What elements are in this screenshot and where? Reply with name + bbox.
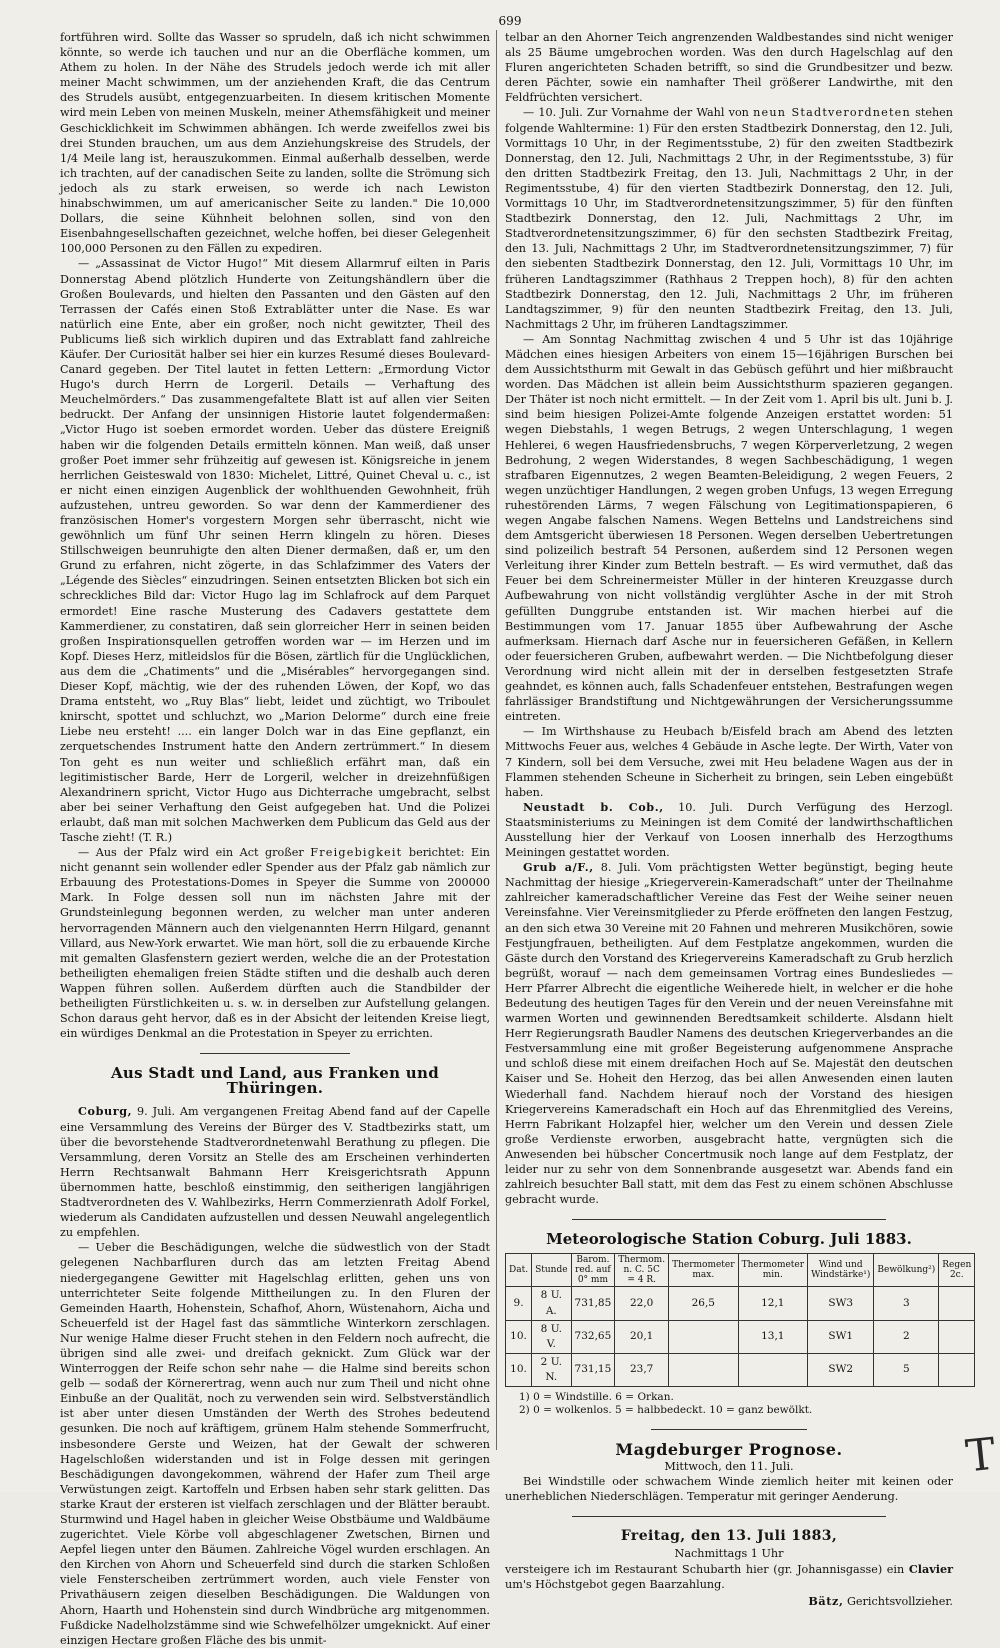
- weather-col-date: Dat.: [506, 1254, 532, 1287]
- weather-note-clouds: 2) 0 = wolkenlos. 5 = halbbedeckt. 10 = ganz bewölkt.: [519, 1403, 813, 1416]
- table-row: [506, 1287, 975, 1320]
- article-grub: [505, 860, 953, 1207]
- table-cell: 22,0: [615, 1287, 669, 1320]
- auction-item: Clavier: [908, 1561, 953, 1576]
- auction-text: um's Höchstgebot gegen Baarzahlung.: [505, 1577, 725, 1591]
- table-cell: 8 U. V.: [532, 1320, 571, 1353]
- weather-col-barometer: Barom. red. auf 0° mm: [571, 1254, 615, 1287]
- article-body: 8. Juli. Vom prächtigsten Wetter begünstigt, beging heute Nachmittag der hiesige „Kriegerverein-Kameradschaft“ unter der Theilnahme zahlreicher kameradschaftlicher Vereine das Fest der Weihe seiner neuen Vereinsfahne. Vier Vereinsmitglieder zu Pferde eröffneten den langen Festzug, an den sich etwa 30 Vereine mit 20 Fahnen und mehreren Musikchören, sowie Festjungfrauen, betheiligten. Auf dem Festplatze angekommen, wurden die Gäste durch den Vorstand des Kriegervereins Kameradschaft zu Grub herzlich begrüßt, worauf — nach dem gemeinsamen Vortrag eines Bundesliedes — Herr Pfarrer Albrecht die eigentliche Weiherede hielt, in welcher er die hohe Bedeutung des heutigen Tages für den Verein und der neuen Vereinsfahne mit warmen Worten und gewinnenden Beredtsamkeit schilderte. Alsdann hielt Herr Regierungsrath Baudler Namens des deutschen Kriegerverbandes an die Festversammlung eine mit großer Begeisterung aufgenommene Ansprache und schloß diese mit einem dreifachen Hoch auf Se. Majestät den deutschen Kaiser und Se. Hoheit den Herzog, das bei allen Anwesenden einen lauten Wiederhall fand. Nachdem hierauf noch der Vorstand des hiesigen Kriegervereins Kameradschaft ein Hoch auf das Ehrenmitglied des Vereins, Herrn Fabrikant Holzapfel hier, welcher um den Verein und dessen Ziele große Verdienste erworben, ausgebracht hatte, vergnügten sich die Anwesenden bei hübscher Concertmusik noch lange auf dem Festplatz, der leider nur zu sehr von dem Sonnenbrande ausgesetzt war. Abends fand ein zahlreich besuchter Ball statt, mit dem das Fest zu einem schönen Abschlusse gebracht wurde.: [505, 861, 953, 1207]
- article-neustadt: [505, 800, 953, 860]
- table-row: [506, 1320, 975, 1353]
- table-cell: [669, 1353, 739, 1386]
- auction-text: versteigere ich im Restaurant Schubarth hier (gr. Johannisgasse) ein: [505, 1562, 909, 1576]
- table-cell: 26,5: [669, 1287, 739, 1320]
- weather-table: [505, 1253, 975, 1387]
- auction-signature: [505, 1594, 953, 1609]
- table-cell: 20,1: [615, 1320, 669, 1353]
- article-lead: — „Assassinat de Victor Hugo!“: [78, 257, 269, 271]
- auction-ad-title: Freitag, den 13. Juli 1883,: [620, 1528, 838, 1545]
- article-niagara-continued: fortführen wird. Sollte das Wasser so sprudeln, daß ich nicht schwimmen könnte, so werde ich tauchen und nur an die Oberfläche kommen, um Athem zu holen. In der Nähe des Strudels jedoch werde ich mit aller meiner Macht schwimmen, um der anziehenden Kraft, die das Centrum des Strudels ausübt, entgegenzuarbeiten. In diesem kritischen Momente wird mein Leben von meinen Muskeln, meiner Athemsfähigkeit und meiner Geschicklichkeit im Schwimmen abhängen. Ich werde zweifellos zwei bis drei Stunden brauchen, um aus dem Anziehungskreise des Strudels, der 1/4 Meile lang ist, herauszukommen. Einmal außerhalb desselben, werde ich trachten, auf der canadischen Seite zu landen, sollte die Strömung sich jedoch als zu stark erweisen, so werde ich nach Lewiston hinabschwimmen, um auf americanischer Seite zu landen." Die 10,000 Dollars, die seine Kühnheit belohnen sollen, sind von den Eisenbahngesellschaften gezeichnet, welche hoffen, bei dieser Gelegenheit 100,000 Personen zu den Fällen zu expediren.: [60, 31, 490, 256]
- table-cell: 13,1: [738, 1320, 808, 1353]
- weather-col-rain: Regen 2c.: [939, 1254, 975, 1287]
- table-cell: 2 U. N.: [532, 1353, 571, 1386]
- page-number: 699: [498, 14, 522, 28]
- dateline-place: Grub a/F.,: [523, 860, 594, 875]
- table-cell: 2: [874, 1320, 939, 1353]
- table-cell: [738, 1353, 808, 1386]
- table-cell: 10.: [506, 1353, 532, 1386]
- article-hail-damage: — Ueber die Beschädigungen, welche die südwestlich von der Stadt gelegenen Nachbarfluren durch das am letzten Freitag Abend niedergegangene Gewitter mit Hagelschlag erlitten, gehen uns von unterrichteter Seite folgende Mittheilungen zu. In den Fluren der Gemeinden Haarth, Hohenstein, Schafhof, Ahorn, Wüstenahorn, Aicha und Scheuerfeld ist der Hagel fast das sämmtliche Winterkorn zerschlagen. Nur wenige Halme dieser Frucht stehen in den Feldern noch aufrecht, die übrigen sind alle zwei- und dreifach geknickt. Zum Glück war der Winterroggen der Reife schon sehr nahe — die Halme sind bereits schon gelb — sodaß der Körnerertrag, wenn auch nur zum Theil und nicht ohne Einbuße an der Qualität, noch zu verwenden sein wird. Selbstverständlich ist aber unter diesen Umständen der Werth des Strohes bedeutend gesunken. Die noch auf kräftigem, grünem Halm stehende Sommerfrucht, insbesondere Gerste und Weizen, hat der Gewalt der schweren Hagelschloßen widerstanden und ist in Folge dessen mit geringen Beschädigungen davongekommen, während der Hafer zum Theil arge Verwüstungen zeigt. Kartoffeln und Erbsen haben sehr stark gelitten. Das starke Kraut der ersteren ist vielfach zerschlagen und der Blätter beraubt. Sturmwind und Hagel haben in gleicher Weise Obstbäume und Waldbäume zugerichtet. Viele Körbe voll abgeschlagener Zwetschen, Birnen und Aepfel liegen unter den Bäumen. Zahlreiche Vögel wurden erschlagen. An den Kirchen von Ahorn und Scheuerfeld sind durch die starken Schloßen viele Fensterscheiben zertrümmert worden, auch viele Fenster von Privathäusern zeigen dieselben Beschädigungen. Die Waldungen von Ahorn, Haarth und Hohenstein sind durch Windbrüche arg mitgenommen. Fußdicke Nadelholzstämme sind wie Schwefelhölzer umgeknickt. Auf einer einzigen Hectare großen Fläche des bis unmit-: [60, 1241, 490, 1647]
- table-cell: [939, 1353, 975, 1386]
- table-cell: 3: [874, 1287, 939, 1320]
- left-column: [60, 30, 491, 1647]
- article-coburg-election: [60, 1104, 490, 1240]
- table-cell: 23,7: [615, 1353, 669, 1386]
- signature-name: Bätz,: [808, 1593, 844, 1608]
- table-cell: SW3: [808, 1287, 874, 1320]
- section-divider: [200, 1053, 351, 1054]
- article-lead: — 10. Juli. Zur Vornahme der Wahl von: [523, 106, 754, 120]
- weather-col-thermometer: Thermom. n. C. 5C = 4 R.: [615, 1254, 669, 1287]
- table-cell: 9.: [506, 1287, 532, 1320]
- weather-station-title: Meteorologische Station Coburg. Juli 1883.: [546, 1230, 912, 1249]
- article-police-report: — Am Sonntag Nachmittag zwischen 4 und 5 Uhr ist das 10jährige Mädchen eines hiesigen Arbeiters von einem 15—16jährigen Burschen bei dem Aussichtsthurm mit Gewalt in das Gebüsch geführt und hier mißbraucht worden. Das Mädchen ist allein beim Aussichtsthurm spazieren gegangen. Der Thäter ist noch nicht ermittelt. — In der Zeit vom 1. April bis ult. Juni b. J. sind beim hiesigen Polizei-Amte folgende Anzeigen erstattet worden: 51 wegen Diebstahls, 1 wegen Betrugs, 2 wegen Unterschlagung, 1 wegen Hehlerei, 6 wegen Hausfriedensbruchs, 7 wegen Körperverletzung, 2 wegen Bedrohung, 2 wegen Widerstandes, 8 wegen Sachbeschädigung, 1 wegen strafbaren Eigennutzes, 2 wegen Beamten-Beleidigung, 2 wegen Feuers, 2 wegen unzüchtiger Handlungen, 2 wegen groben Unfugs, 13 wegen Erregung ruhestörenden Lärms, 7 wegen Fälschung von Legitimationspapieren, 6 wegen Angabe falschen Namens. Wegen Bettelns und Landstreichens sind dem Amtsgericht überwiesen 18 Personen. Wegen derselben Uebertretungen sind polizeilich bestraft 54 Personen, außerdem sind 12 Personen wegen Verleitung ihrer Kinder zum Betteln bestraft. — Es wird vermuthet, daß das Feuer bei dem Schreinermeister Müller in der hinteren Kreuzgasse durch Aufbewahrung von nicht vollständig verglühter Asche in der mit Stroh gefüllten Dunggrube entstanden ist. Wir machen hierbei auf die Bestimmungen vom 17. Januar 1855 über Aufbewahrung der Asche aufmerksam. Hiernach darf Asche nur in feuersicheren Gefäßen, in Kellern oder feuersicheren Gruben, aufbewahrt werden. — Die Nichtbefolgung dieser Verordnung wird nicht allein mit der in derselben festgesetzten Strafe geahndet, es können auch, falls Schadenfeuer entstehen, Bestrafungen wegen fahrlässiger Brandstiftung und Nichtgewährungen der Versicherungssumme eintreten.: [505, 332, 953, 724]
- table-cell: 5: [874, 1353, 939, 1386]
- weather-header-row: [506, 1254, 975, 1287]
- table-cell: 12,1: [738, 1287, 808, 1320]
- dateline-place: Coburg,: [78, 1104, 133, 1119]
- section-divider: [572, 1219, 886, 1220]
- article-body: stehen folgende Wahltermine: 1) Für den ersten Stadtbezirk Donnerstag, den 12. Juli, Vormittags 10 Uhr, in der Regimentsstube, 2) für den zweiten Stadtbezirk Donnerstag, den 12. Juli, Nachmittags 2 Uhr, in der Regimentsstube, 3) für den dritten Stadtbezirk Freitag, den 13. Juli, Nachmittags 2 Uhr, in der Regimentsstube, 4) für den vierten Stadtbezirk Donnerstag, den 12. Juli, Vormittags 10 Uhr, im Stadtverordnetensitzungszimmer, 5) für den fünften Stadtbezirk Donnerstag, den 12. Juli, Nachmittags 2 Uhr, im Stadtverordnetensitzungszimmer, 6) für den sechsten Stadtbezirk Freitag, den 13. Juli, Nachmittags 2 Uhr, im Stadtverordnetensitzungszimmer, 7) für den siebenten Stadtbezirk Donnerstag, den 12. Juli, Vormittags 10 Uhr, im früheren Landtagszimmer (Rathhaus 2 Treppen hoch), 8) für den achten Stadtbezirk Donnerstag, den 12. Juli, Nachmittags 2 Uhr, im früheren Landtagszimmer, 9) für den neunten Stadtbezirk Freitag, den 13. Juli, Nachmittags 2 Uhr, im früheren Landtagszimmer.: [505, 106, 953, 331]
- article-heubach-fire: — Im Wirthshause zu Heubach b/Eisfeld brach am Abend des letzten Mittwochs Feuer aus, welches 4 Gebäude in Asche legte. Der Wirth, Vater von 7 Kindern, soll bei dem Versuche, zwei mit Heu beladene Wagen aus der in Flammen stehenden Scheune in Sicherheit zu bringen, sein Leben eingebüßt haben.: [505, 725, 953, 799]
- article-pfalz: [60, 845, 490, 1041]
- table-row: [506, 1353, 975, 1386]
- table-cell: 10.: [506, 1320, 532, 1353]
- article-body: 10. Juli. Durch Verfügung des Herzogl. Staatsministeriums zu Meiningen ist dem Comité der landwirthschaftlichen Ausstellung hier der Verkauf von Loosen innerhalb des Herzogthums Meiningen gestattet worden.: [505, 800, 953, 860]
- section-heading: Aus Stadt und Land, aus Franken und Thüringen.: [110, 1064, 440, 1098]
- weather-col-clouds: Bewölkung²): [874, 1254, 939, 1287]
- article-body: 9. Juli. Am vergangenen Freitag Abend fand auf der Capelle eine Versammlung des Vereins der Bürger des V. Stadtbezirks statt, um über die bevorstehende Stadtverordnetenwahl Berathung zu pflegen. Die Versammlung, deren Vorsitz an Stelle des am Erscheinen verhinderten Herrn Rechtsanwalt Bahmann Herr Kreisgerichtsrath Appunn übernommen hatte, beschloß einstimmig, den seitherigen langjährigen Stadtverordneten des V. Wahlbezirks, Herrn Commerzienrath Adolf Forkel, wiederum als Candidaten aufzustellen und dessen Neuwahl angelegentlich zu empfehlen.: [60, 1105, 490, 1240]
- table-cell: 731,15: [571, 1353, 615, 1386]
- table-cell: 8 U. A.: [532, 1287, 571, 1320]
- forecast-date: Mittwoch, den 11. Juli.: [664, 1460, 794, 1474]
- article-election-dates: [505, 105, 953, 331]
- table-cell: [939, 1287, 975, 1320]
- article-hail-continued: telbar an den Ahorner Teich angrenzenden Waldbestandes sind nicht weniger als 25 Bäume umgebrochen worden. Was den durch Hagelschlag auf den Fluren angerichteten Schaden betrifft, so sind die Grundbesitzer und bezw. deren Pächter, sowie ein namhafter Theil größerer Landwirthe, mit den Feldfrüchten versichert.: [505, 31, 953, 105]
- article-body: Mit diesem Allarmruf eilten in Paris Donnerstag Abend plötzlich Hunderte von Zeitungshändlern über die Großen Boulevards, und hielten den Passanten und den Gästen auf den Terrassen der Cafés einen Stoß Extrablätter unter die Nase. Es war natürlich eine Ente, aber ein großer, noch nicht gewitzter, Theil des Publicums ließ sich wirklich dupiren und das Extrablatt fand zahlreiche Käufer. Der Curiosität halber sei hier ein kurzes Resumé dieses Boulevard-Canard gegeben. Der Titel lautet in fetten Lettern: „Ermordung Victor Hugo's durch Herrn de Lorgeril. Details — Verhaftung des Meuchelmörders.“ Das zusammengefaltete Blatt ist auf allen vier Seiten bedruckt. Der Anfang der unsinnigen Historie lautet folgendermaßen: „Victor Hugo ist soeben ermordet worden. Ueber das düstere Ereigniß haben wir die folgenden Details ermitteln können. Man weiß, daß unser großer Poet immer sehr frühzeitig auf gewesen ist. Königsreiche in jenem herrlichen Geisteswald von 1830: Michelet, Littré, Quinet Cheval u. c., ist er nicht einen einzigen Augenblick der wohlthuenden Gewohnheit, früh aufzustehen, untreu geworden. So war denn der Kammerdiener des französischen Homer's vorgestern Morgen sehr überrascht, nicht wie gewöhnlich um fünf Uhr seinen Herrn klingeln zu hören. Dieses Stillschweigen beunruhigte den alten Diener dermaßen, daß er, um den Grund zu erfahren, nicht zögerte, in das Schlafzimmer des Vaters der „Légende des Siècles“ einzudringen. Seinen entsetzten Blicken bot sich ein schreckliches Bild dar: Victor Hugo lag im Schlafrock auf dem Parquet ermordet! Eine rasche Musterung des Cadavers gestattete dem Kammerdiener, zu constatiren, daß sein glorreicher Herr in seinen beiden großen Inspirationsquellen getroffen worden war — im Herzen und im Kopf. Dieses Herz, mitleidslos für die Bösen, zärtlich für die Unglücklichen, aus dem die „Chatiments“ und die „Misérables“ hervorgegangen sind. Dieser Kopf, mächtig, wie der des ruhenden Löwen, der Kopf, wo das Drama entsteht, wo „Ruy Blas“ liebt, leidet und züchtigt, wo Triboulet knirscht, spottet und schluchzt, wo „Marion Delorme“ durch eine freie Liebe neu ersteht! .... ein langer Dolch war in das Eine gepflanzt, ein zerquetschendes Instrument hatte den Andern zertrümmert.“ In diesem Ton geht es nun weiter und schließlich erfährt man, daß ein legitimistischer Barde, Herr de Lorgeril, welcher in dreizehnfüßigen Alexandrinern spricht, Victor Hugo aus Dichterrache umgebracht, selbst aber bei seiner Verhaftung den Geist aufgegeben hat. Und die Polizei erlaubt, daß man mit solchen Machwerken dem Publicum das Geld aus der Tasche zieht! (T. R.): [60, 257, 490, 844]
- article-spaced-word: neun Stadtverordneten: [753, 106, 911, 120]
- weather-col-wind: Wind und Windstärke¹): [808, 1254, 874, 1287]
- column-divider: [496, 30, 497, 1450]
- weather-notes: [519, 1391, 953, 1417]
- table-cell: SW1: [808, 1320, 874, 1353]
- article-victor-hugo: [60, 256, 490, 845]
- handwritten-margin-mark: T: [963, 1428, 998, 1483]
- right-column: [505, 30, 972, 1608]
- weather-col-max: Thermometer max.: [669, 1254, 739, 1287]
- auction-ad-text: [505, 1562, 953, 1592]
- weather-col-hour: Stunde: [532, 1254, 571, 1287]
- table-cell: [939, 1320, 975, 1353]
- table-cell: SW2: [808, 1353, 874, 1386]
- table-cell: 732,65: [571, 1320, 615, 1353]
- forecast-title: Magdeburger Prognose.: [615, 1439, 843, 1459]
- signature-title: Gerichtsvollzieher.: [843, 1594, 953, 1608]
- section-divider: [572, 1516, 886, 1517]
- table-cell: 731,85: [571, 1287, 615, 1320]
- table-cell: [669, 1320, 739, 1353]
- section-divider: [651, 1429, 808, 1430]
- article-lead: — Aus der Pfalz wird ein Act großer: [78, 846, 311, 860]
- forecast-text: Bei Windstille oder schwachem Winde ziemlich heiter mit keinen oder unerheblichen Niederschlägen. Temperatur mit geringer Aenderung.: [505, 1475, 953, 1504]
- article-spaced-word: Freigebigkeit: [310, 846, 403, 860]
- article-body: berichtet: Ein nicht genannt sein wollender edler Spender aus der Pfalz gab nämlich zur Erbauung des Protestations-Domes in Speyer die Summe von 200000 Mark. In Folge dessen soll nun im nächsten Jahre mit der Grundsteinlegung begonnen werden, zu welcher man unter anderen hervorragenden Männern auch den vielgenannten Herrn Hilgard, genannt Villard, aus New-York erwartet. Wie man hört, soll die zu erbauende Kirche mit gemalten Glasfenstern geziert werden, welche die an der Protestation betheiligten ehemaligen freien Städte stiften und die deshalb auch deren Wappen führen sollen. Außerdem dürften auch die Standbilder der betheiligten Fürstlichkeiten u. s. w. in derselben zur Aufstellung gelangen. Schon daraus geht hervor, daß es in der Absicht der leitenden Kreise liegt, ein würdiges Denkmal an die Protestation in Speyer zu errichten.: [60, 846, 491, 1041]
- weather-note-wind: 1) 0 = Windstille. 6 = Orkan.: [519, 1390, 674, 1403]
- auction-ad-time: Nachmittags 1 Uhr: [674, 1547, 784, 1561]
- dateline-place: Neustadt b. Cob.,: [523, 799, 664, 814]
- weather-col-min: Thermometer min.: [738, 1254, 808, 1287]
